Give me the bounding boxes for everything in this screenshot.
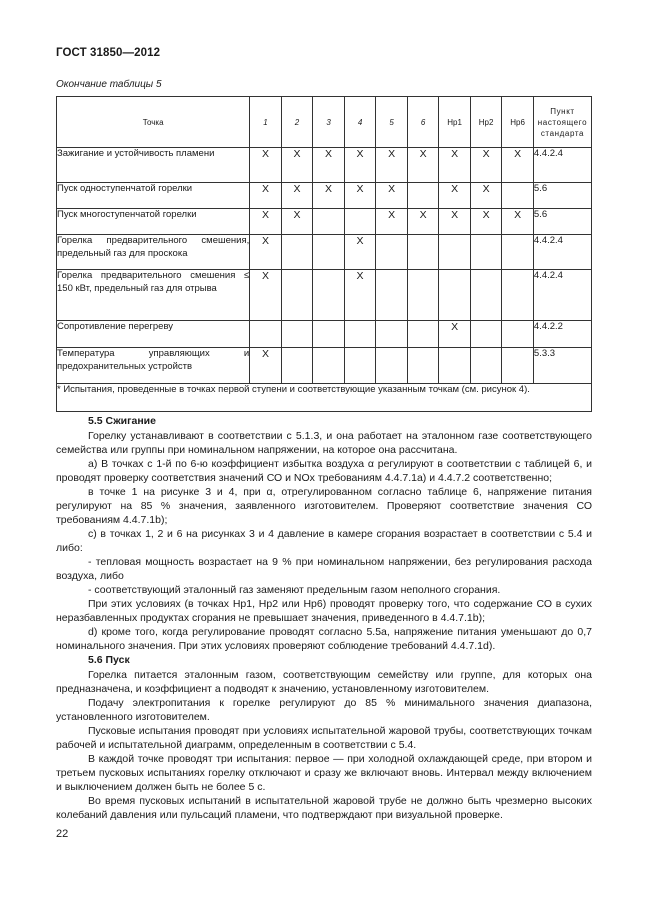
row-mark <box>470 348 502 384</box>
row-mark <box>344 321 376 348</box>
row-mark <box>281 348 313 384</box>
row-mark <box>376 235 408 270</box>
row-mark: X <box>344 183 376 209</box>
header-col-4: 4 <box>344 97 376 148</box>
row-mark: X <box>502 209 534 235</box>
row-mark <box>407 321 439 348</box>
row-mark: X <box>250 183 282 209</box>
row-mark: X <box>250 235 282 270</box>
row-mark: X <box>439 148 471 183</box>
table-row <box>57 348 592 384</box>
row-mark: X <box>470 209 502 235</box>
header-col-3: 3 <box>313 97 345 148</box>
table-row <box>57 183 592 209</box>
row-mark <box>407 183 439 209</box>
paragraph: Горелку устанавливают в соответствии с 5.1.3, и она работает на эталонном газе соответствующего семейства или группы при номинальном напряжении, на которое она рассчитана. <box>56 430 592 456</box>
row-mark: X <box>250 209 282 235</box>
header-point: Точка <box>57 97 250 148</box>
row-clause: 4.4.2.4 <box>533 148 591 183</box>
row-mark <box>313 209 345 235</box>
row-mark: X <box>470 183 502 209</box>
row-mark: X <box>376 209 408 235</box>
row-mark <box>376 270 408 321</box>
row-mark: X <box>281 148 313 183</box>
row-mark <box>502 183 534 209</box>
row-label: Горелка предварительного смешения ≤ 150 кВт, предельный газ для отрыва <box>57 270 250 321</box>
row-mark <box>313 321 345 348</box>
row-mark: X <box>439 183 471 209</box>
paragraph: а) В точках с 1-й по 6-ю коэффициент избытка воздуха α регулируют в соответствии с таблицей 6, и проводят проверку соответствия значений СО и NOx требованиям 4.4.7.1а) и 4.4.7.2 соответственно; <box>56 458 592 484</box>
row-mark: X <box>376 148 408 183</box>
table-row <box>57 209 592 235</box>
row-clause: 5.6 <box>533 209 591 235</box>
paragraph: - тепловая мощность возрастает на 9 % при номинальном напряжении, без регулирования расхода воздуха, либо <box>56 556 592 582</box>
row-label: Горелка предварительного смешения, предельный газ для проскока <box>57 235 250 270</box>
row-mark <box>470 235 502 270</box>
row-mark <box>439 270 471 321</box>
row-label: Пуск одноступенчатой горелки <box>57 183 250 209</box>
row-mark <box>502 321 534 348</box>
row-mark: X <box>250 270 282 321</box>
header-col-hr6: Нр6 <box>502 97 534 148</box>
row-mark: X <box>250 348 282 384</box>
row-label: Зажигание и устойчивость пламени <box>57 148 250 183</box>
header-clause <box>533 97 591 148</box>
row-mark: X <box>281 183 313 209</box>
row-mark: X <box>281 209 313 235</box>
row-label: Температура управляющих и предохранительных устройств <box>57 348 250 384</box>
paragraph: с) в точках 1, 2 и 6 на рисунках 3 и 4 давление в камере сгорания возрастает в соответствии с 5.4 и либо: <box>56 528 592 554</box>
paragraph: Пусковые испытания проводят при условиях испытательной жаровой трубы, соответствующих точкам рабочей и испытательной диаграмм, определенным в соответствии с 5.4. <box>56 725 592 751</box>
table-caption: Окончание таблицы 5 <box>56 79 162 90</box>
row-mark: X <box>470 148 502 183</box>
row-mark <box>376 348 408 384</box>
header-col-6: 6 <box>407 97 439 148</box>
row-mark: X <box>344 270 376 321</box>
header-clause-line-1: Пункт <box>550 106 575 116</box>
row-mark: X <box>502 148 534 183</box>
row-mark: X <box>407 148 439 183</box>
row-clause: 4.4.2.4 <box>533 270 591 321</box>
row-mark <box>470 270 502 321</box>
row-mark <box>407 235 439 270</box>
row-mark <box>439 235 471 270</box>
table-row <box>57 321 592 348</box>
header-col-hr1: Нр1 <box>439 97 471 148</box>
row-mark <box>313 235 345 270</box>
row-clause: 5.6 <box>533 183 591 209</box>
row-mark: X <box>313 148 345 183</box>
paragraph: Во время пусковых испытаний в испытательной жаровой трубе не должно быть чрезмерно высоких колебаний давления или пульсаций пламени, что подтверждают при визуальной проверке. <box>56 795 592 821</box>
row-label: Пуск многоступенчатой горелки <box>57 209 250 235</box>
paragraph: d) кроме того, когда регулирование проводят согласно 5.5а, напряжение питания уменьшают до 0,7 номинального значения. При этих условиях проверяют соблюдение требований 4.4.7.1d). <box>56 626 592 652</box>
row-mark <box>439 348 471 384</box>
row-mark: X <box>439 209 471 235</box>
table-row <box>57 235 592 270</box>
row-mark <box>407 348 439 384</box>
header-col-hr2: Нр2 <box>470 97 502 148</box>
paragraph: Подачу электропитания к горелке регулируют до 85 % минимального значения диапазона, установленного изготовителем. <box>56 697 592 723</box>
section-5-5-heading: 5.5 Сжигание <box>88 415 156 427</box>
row-mark <box>313 348 345 384</box>
row-mark: X <box>344 148 376 183</box>
row-mark: X <box>439 321 471 348</box>
header-col-5: 5 <box>376 97 408 148</box>
row-mark <box>344 348 376 384</box>
row-label: Сопротивление перегреву <box>57 321 250 348</box>
row-clause: 4.4.2.4 <box>533 235 591 270</box>
paragraph: В каждой точке проводят три испытания: первое — при холодной охлаждающей среде, при втором и третьем пусковых испытаниях горелку отключают и сразу же включают вновь. Интервал между включением и выключением должен быть не более 5 с. <box>56 753 592 793</box>
header-col-1: 1 <box>250 97 282 148</box>
row-mark <box>502 348 534 384</box>
document-header: ГОСТ 31850—2012 <box>56 47 161 59</box>
row-clause: 4.4.2.2 <box>533 321 591 348</box>
row-mark: X <box>250 148 282 183</box>
table-header-row <box>57 97 592 148</box>
section-5-6-heading: 5.6 Пуск <box>88 654 130 666</box>
row-mark <box>281 270 313 321</box>
row-mark <box>250 321 282 348</box>
table-row <box>57 148 592 183</box>
row-clause: 5.3.3 <box>533 348 591 384</box>
row-mark <box>502 270 534 321</box>
paragraph: в точке 1 на рисунке 3 и 4, при α, отрегулированном согласно таблице 6, напряжение питания регулируют на 85 % значения, заявленного изготовителем. Проверяют соответствие значения СО требованиям 4.4.7.1b); <box>56 486 592 526</box>
row-mark <box>281 235 313 270</box>
table-footnote: * Испытания, проведенные в точках первой ступени и соответствующие указанным точкам (см. рисунок 4). <box>57 384 592 412</box>
paragraph: При этих условиях (в точках Нр1, Нр2 или Нр6) проводят проверку того, что содержание СО в сухих неразбавленных продуктах сгорания не превышает значения, приведенного в 4.4.7.1b); <box>56 598 592 624</box>
row-mark <box>313 270 345 321</box>
row-mark <box>281 321 313 348</box>
paragraph: - соответствующий эталонный газ заменяют предельным газом неполного сгорания. <box>88 584 501 596</box>
header-clause-line-2: настоящего <box>537 117 588 127</box>
row-mark: X <box>313 183 345 209</box>
row-mark <box>376 321 408 348</box>
body-text <box>56 414 592 822</box>
table-footnote-row <box>57 384 592 412</box>
row-mark <box>344 209 376 235</box>
table-row <box>57 270 592 321</box>
row-mark <box>407 270 439 321</box>
results-table <box>56 96 592 412</box>
header-col-2: 2 <box>281 97 313 148</box>
header-clause-line-3: стандарта <box>540 128 585 138</box>
row-mark: X <box>376 183 408 209</box>
row-mark: X <box>344 235 376 270</box>
row-mark <box>470 321 502 348</box>
row-mark <box>502 235 534 270</box>
paragraph: Горелка питается эталонным газом, соответствующим семейству или группе, для которых она предназначена, и коэффициент а подводят к значению, установленному изготовителем. <box>56 669 592 695</box>
row-mark: X <box>407 209 439 235</box>
page-number: 22 <box>56 828 69 840</box>
